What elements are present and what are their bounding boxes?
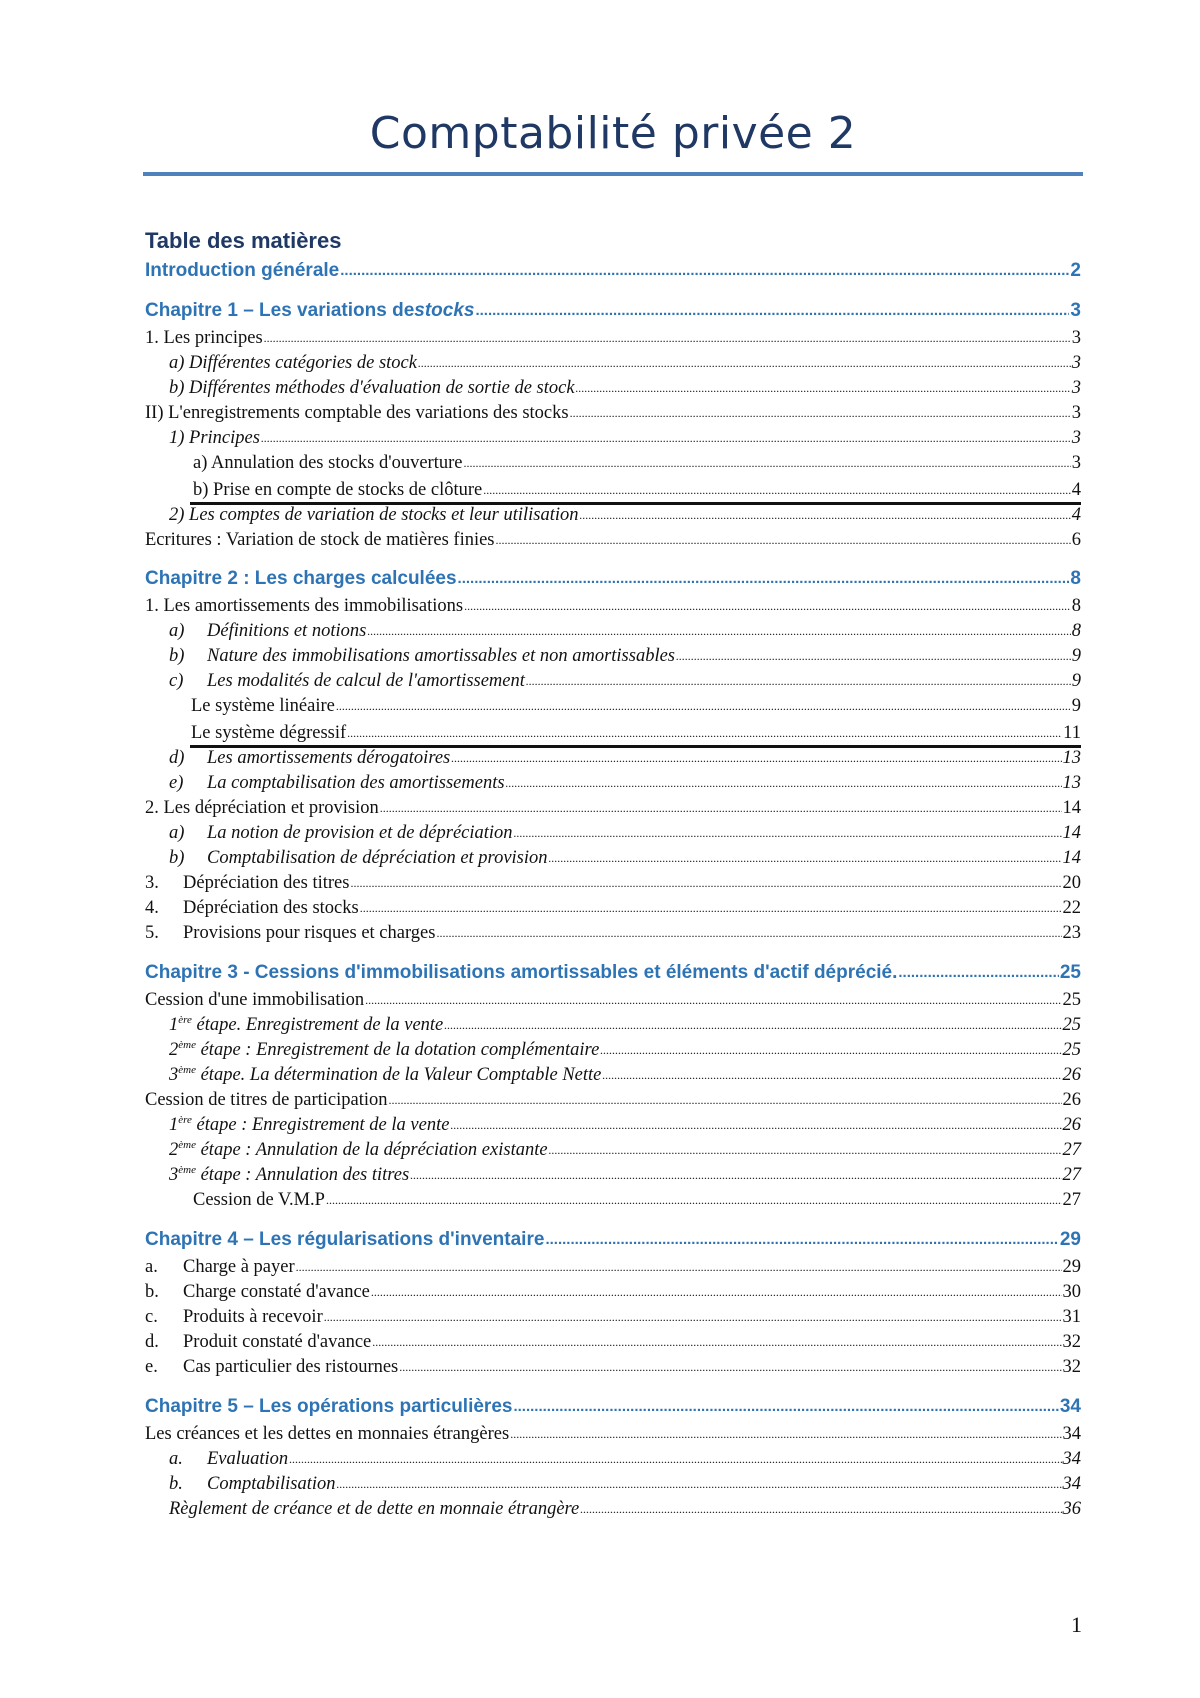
toc-entry[interactable]: 1. Les principes ..... 3 bbox=[145, 325, 1081, 349]
toc-entry[interactable]: II) L'enregistrements comptable des variations des stocks ..... 3 bbox=[145, 400, 1081, 424]
toc-entry[interactable]: a) Différentes catégories de stock ..... 3 bbox=[145, 350, 1081, 374]
toc-entry[interactable]: Le système dégressif ..... 11 bbox=[145, 720, 1081, 744]
toc-entry-introduction[interactable]: Introduction générale ..... 2 bbox=[145, 258, 1081, 282]
toc-entry[interactable]: Ecritures : Variation de stock de matières finies ..... 6 bbox=[145, 527, 1081, 551]
toc-entry[interactable]: 3ème étape. La détermination de la Valeur Comptable Nette ..... 26 bbox=[145, 1062, 1081, 1086]
toc-entry[interactable]: 5. Provisions pour risques et charges ..... 23 bbox=[145, 920, 1081, 944]
toc-entry-chapter-3[interactable]: Chapitre 3 - Cessions d'immobilisations amortissables et éléments d'actif déprécié. ..... 25 bbox=[145, 960, 1081, 984]
toc-entry[interactable]: 2ème étape : Annulation de la dépréciation existante ..... 27 bbox=[145, 1137, 1081, 1161]
toc-entry[interactable]: Règlement de créance et de dette en monnaie étrangère ..... 36 bbox=[145, 1496, 1081, 1520]
toc-entry[interactable]: a. Charge à payer ..... 29 bbox=[145, 1254, 1081, 1278]
document-title: Comptabilité privée 2 bbox=[369, 108, 857, 159]
toc-entry[interactable]: 1. Les amortissements des immobilisations ..... 8 bbox=[145, 593, 1081, 617]
toc-entry[interactable]: e) La comptabilisation des amortissements ..... 13 bbox=[145, 770, 1081, 794]
toc-entry[interactable]: Le système linéaire ..... 9 bbox=[145, 693, 1081, 717]
section-divider bbox=[190, 745, 1081, 748]
toc-entry[interactable]: b. Charge constaté d'avance ..... 30 bbox=[145, 1279, 1081, 1303]
toc-entry[interactable]: 2. Les dépréciation et provision ..... 14 bbox=[145, 795, 1081, 819]
toc-entry[interactable]: Cession de V.M.P ..... 27 bbox=[145, 1187, 1081, 1211]
toc-entry[interactable]: b) Différentes méthodes d'évaluation de sortie de stock ..... 3 bbox=[145, 375, 1081, 399]
toc-entry[interactable]: d) Les amortissements dérogatoires ..... 13 bbox=[145, 745, 1081, 769]
toc-entry[interactable]: b) Comptabilisation de dépréciation et provision ..... 14 bbox=[145, 845, 1081, 869]
toc-entry[interactable]: Cession de titres de participation ..... 26 bbox=[145, 1087, 1081, 1111]
toc-entry[interactable]: d. Produit constaté d'avance ..... 32 bbox=[145, 1329, 1081, 1353]
toc-entry[interactable]: 1ère étape. Enregistrement de la vente ..... 25 bbox=[145, 1012, 1081, 1036]
toc-entry[interactable]: e. Cas particulier des ristournes ..... 32 bbox=[145, 1354, 1081, 1378]
toc-entry[interactable]: Les créances et les dettes en monnaies étrangères ..... 34 bbox=[145, 1421, 1081, 1445]
toc-entry[interactable]: 3. Dépréciation des titres ..... 20 bbox=[145, 870, 1081, 894]
toc-entry[interactable]: a) Annulation des stocks d'ouverture ..... 3 bbox=[145, 450, 1081, 474]
toc-entry[interactable]: c) Les modalités de calcul de l'amortissement ..... 9 bbox=[145, 668, 1081, 692]
toc-entry[interactable]: 1) Principes ..... 3 bbox=[145, 425, 1081, 449]
toc-entry-chapter-1[interactable]: Chapitre 1 – Les variations de stocks ..... 3 bbox=[145, 298, 1081, 322]
title-underline bbox=[143, 172, 1083, 176]
toc-entry[interactable]: a) Définitions et notions ..... 8 bbox=[145, 618, 1081, 642]
toc-entry[interactable]: b) Nature des immobilisations amortissables et non amortissables ..... 9 bbox=[145, 643, 1081, 667]
toc-entry[interactable]: a) La notion de provision et de dépréciation ..... 14 bbox=[145, 820, 1081, 844]
toc-entry[interactable]: c. Produits à recevoir ..... 31 bbox=[145, 1304, 1081, 1328]
toc-entry[interactable]: 2) Les comptes de variation de stocks et leur utilisation ..... 4 bbox=[145, 502, 1081, 526]
toc-entry[interactable]: 1ère étape : Enregistrement de la vente ..... 26 bbox=[145, 1112, 1081, 1136]
toc-entry-chapter-4[interactable]: Chapitre 4 – Les régularisations d'inventaire ..... 29 bbox=[145, 1227, 1081, 1251]
toc-entry-chapter-2[interactable]: Chapitre 2 : Les charges calculées ..... 8 bbox=[145, 566, 1081, 590]
section-divider bbox=[190, 502, 1081, 505]
toc-entry[interactable]: 4. Dépréciation des stocks ..... 22 bbox=[145, 895, 1081, 919]
toc-entry[interactable]: Cession d'une immobilisation ..... 25 bbox=[145, 987, 1081, 1011]
toc-entry[interactable]: 2ème étape : Enregistrement de la dotation complémentaire ..... 25 bbox=[145, 1037, 1081, 1061]
toc-entry[interactable]: 3ème étape : Annulation des titres ..... 27 bbox=[145, 1162, 1081, 1186]
toc-entry[interactable]: a. Evaluation ..... 34 bbox=[145, 1446, 1081, 1470]
toc-entry[interactable]: b. Comptabilisation ..... 34 bbox=[145, 1471, 1081, 1495]
toc-entry[interactable]: b) Prise en compte de stocks de clôture ..... 4 bbox=[145, 477, 1081, 501]
page-number: 1 bbox=[1071, 1612, 1082, 1637]
toc-entry-chapter-5[interactable]: Chapitre 5 – Les opérations particulières ..... 34 bbox=[145, 1394, 1081, 1418]
toc-heading: Table des matières bbox=[145, 228, 342, 253]
